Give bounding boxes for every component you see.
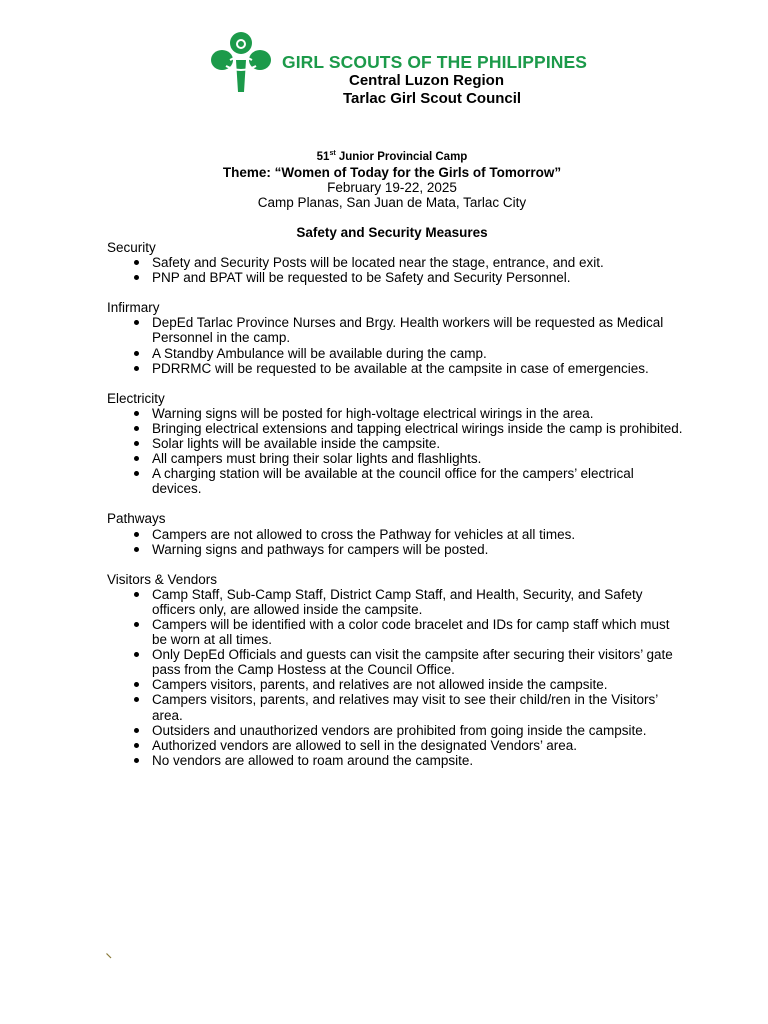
list-item: Campers visitors, parents, and relatives are not allowed inside the campsite. (152, 677, 687, 692)
bullet-list (107, 315, 687, 375)
list-item: Warning signs and pathways for campers will be posted. (152, 542, 687, 557)
section-infirmary (107, 300, 687, 375)
list-item: Campers visitors, parents, and relatives may visit to see their child/ren in the Visitors’ area. (152, 692, 687, 722)
section-heading: Electricity (107, 390, 165, 406)
bullet-list (107, 255, 687, 285)
council-name: Tarlac Girl Scout Council (343, 90, 522, 107)
event-info (0, 150, 768, 210)
section-heading: Pathways (107, 511, 166, 527)
section-heading: Visitors & Vendors (107, 571, 218, 587)
section-heading: Security (107, 240, 156, 255)
bullet-list (107, 406, 687, 497)
list-item: PDRRMC will be requested to be available at the campsite in case of emergencies. (152, 361, 687, 376)
list-item: Camp Staff, Sub-Camp Staff, District Camp Staff, and Health, Security, and Safety officers only, are allowed inside the campsite. (152, 587, 687, 617)
camp-dates: February 19-22, 2025 (327, 180, 457, 195)
list-item: Safety and Security Posts will be located near the stage, entrance, and exit. (152, 255, 687, 270)
section-pathways (107, 511, 687, 556)
section-security (107, 240, 687, 285)
letterhead (208, 30, 648, 110)
stray-mark-icon (106, 953, 112, 959)
measures-content (107, 240, 687, 783)
bullet-list (107, 587, 687, 768)
list-item: Bringing electrical extensions and tapping electrical wirings inside the camp is prohibited. (152, 421, 687, 436)
section-heading: Infirmary (107, 300, 160, 316)
list-item: Campers will be identified with a color code bracelet and IDs for camp staff which must be worn at all times. (152, 617, 687, 647)
bullet-list (107, 527, 687, 557)
section-electricity (107, 391, 687, 497)
list-item: DepEd Tarlac Province Nurses and Brgy. Health workers will be requested as Medical Personnel in the camp. (152, 315, 687, 345)
camp-name: Junior Provincial Camp (335, 151, 468, 163)
section-title: Safety and Security Measures (296, 225, 488, 240)
list-item: Warning signs will be posted for high-voltage electrical wirings in the area. (152, 406, 687, 421)
list-item: No vendors are allowed to roam around the campsite. (152, 753, 687, 768)
list-item: All campers must bring their solar lights and flashlights. (152, 451, 687, 466)
list-item: Authorized vendors are allowed to sell in the designated Vendors’ area. (152, 738, 687, 753)
camp-venue: Camp Planas, San Juan de Mata, Tarlac City (257, 195, 527, 210)
camp-number: 51 (316, 151, 330, 163)
list-item: PNP and BPAT will be requested to be Safety and Security Personnel. (152, 270, 687, 285)
section-visitors-vendors (107, 572, 687, 768)
camp-title (0, 150, 768, 165)
camp-theme: Theme: “Women of Today for the Girls of Tomorrow” (222, 165, 562, 180)
list-item: Outsiders and unauthorized vendors are prohibited from going inside the campsite. (152, 723, 687, 738)
trefoil-logo-icon (208, 30, 274, 96)
region-name: Central Luzon Region (349, 72, 504, 89)
org-name: GIRL SCOUTS OF THE PHILIPPINES (282, 52, 588, 72)
list-item: Campers are not allowed to cross the Pathway for vehicles at all times. (152, 527, 687, 542)
list-item: A Standby Ambulance will be available during the camp. (152, 346, 687, 361)
list-item: Solar lights will be available inside the campsite. (152, 436, 687, 451)
camp-ordinal-suffix: st (329, 150, 336, 158)
list-item: A charging station will be available at the council office for the campers’ electrical devices. (152, 466, 687, 496)
list-item: Only DepEd Officials and guests can visit the campsite after securing their visitors’ gate pass from the Camp Hostess at the Council Office. (152, 647, 687, 677)
